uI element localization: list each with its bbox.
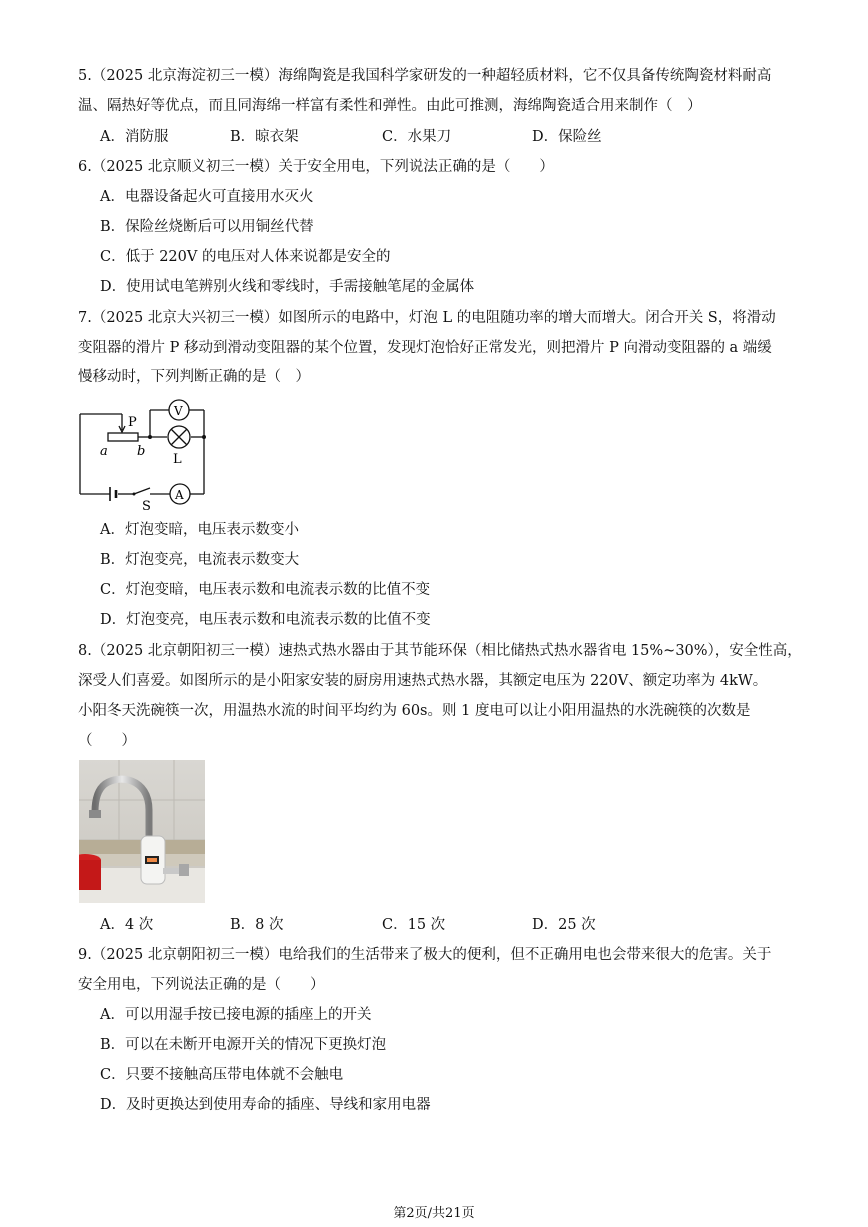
q5-options: [100, 127, 800, 147]
q9-option-b: B．可以在未断开电源开关的情况下更换灯泡: [100, 1037, 387, 1053]
q8-option-b: B．8 次: [230, 917, 284, 933]
q9-option-a: A．可以用湿手按已接电源的插座上的开关: [100, 1007, 372, 1023]
label-b: b: [137, 444, 146, 459]
q7-option-b: B．灯泡变亮，电流表示数变大: [100, 552, 300, 568]
q8-stem-line4: （ ）: [78, 733, 136, 749]
page-number-footer: 第2页/共21页: [393, 1206, 475, 1221]
label-l: L: [173, 452, 182, 467]
q8-stem-line1: 8.（2025 北京朝阳初三一模）速热式热水器由于其节能环保（相比储热式热水器省电 15%~30%），安全性高，: [78, 643, 802, 659]
q7-stem-line3: 慢移动时，下列判断正确的是（ ）: [78, 369, 310, 385]
q9-stem-line1: 9.（2025 北京朝阳初三一模）电给我们的生活带来了极大的便利，但不正确用电也会带来很大的危害。关于: [78, 947, 772, 963]
q5-option-d: D．保险丝: [532, 129, 602, 145]
q8-stem-line2: 深受人们喜爱。如图所示的是小阳家安装的厨房用速热式热水器，其额定电压为 220V、额定功率为 4kW。: [78, 673, 768, 689]
rheostat: [108, 433, 138, 441]
label-v: V: [174, 404, 183, 418]
q8-option-c: C．15 次: [382, 917, 446, 933]
q5-stem-line1: 5.（2025 北京海淀初三一模）海绵陶瓷是我国科学家研发的一种超轻质材料，它不仅具备传统陶瓷材料耐高: [78, 68, 772, 84]
q8-options: [100, 915, 800, 935]
circuit-diagram: [72, 396, 218, 514]
water-heater-photo: [79, 760, 205, 903]
q5-option-b: B．晾衣架: [230, 129, 299, 145]
q7-option-c: C．灯泡变暗，电压表示数和电流表示数的比值不变: [100, 582, 431, 598]
label-p: P: [128, 415, 137, 430]
q8-option-a: A．4 次: [100, 917, 154, 933]
q7-option-a: A．灯泡变暗，电压表示数变小: [100, 522, 299, 538]
q9-option-c: C．只要不接触高压带电体就不会触电: [100, 1067, 344, 1083]
label-s: S: [142, 499, 151, 514]
q7-stem-line2: 变阻器的滑片 P 移动到滑动变阻器的某个位置，发现灯泡恰好正常发光，则把滑片 P 向滑动变阻器的 a 端缓: [78, 340, 772, 356]
q6-option-d: D．使用试电笔辨别火线和零线时，手需接触笔尾的金属体: [100, 279, 475, 295]
q7-stem-line1: 7.（2025 北京大兴初三一模）如图所示的电路中，灯泡 L 的电阻随功率的增大而增大。闭合开关 S，将滑动: [78, 310, 776, 326]
q6-option-a: A．电器设备起火可直接用水灭火: [100, 189, 314, 205]
q6-option-c: C．低于 220V 的电压对人体来说都是安全的: [100, 249, 391, 265]
q5-stem-line2: 温、隔热好等优点，而且同海绵一样富有柔性和弹性。由此可推测，海绵陶瓷适合用来制作（ ）: [78, 98, 702, 114]
q5-option-c: C．水果刀: [382, 129, 452, 145]
q9-option-d: D．及时更换达到使用寿命的插座、导线和家用电器: [100, 1097, 431, 1113]
q6-option-b: B．保险丝烧断后可以用铜丝代替: [100, 219, 314, 235]
q5-option-a: A．消防服: [100, 129, 169, 145]
q7-option-d: D．灯泡变亮，电压表示数和电流表示数的比值不变: [100, 612, 431, 628]
q6-stem: 6.（2025 北京顺义初三一模）关于安全用电，下列说法正确的是（ ）: [78, 159, 554, 175]
q8-stem-line3: 小阳冬天洗碗筷一次，用温热水流的时间平均约为 60s。则 1 度电可以让小阳用温热的水洗碗筷的次数是: [78, 703, 751, 719]
label-a: a: [100, 444, 108, 459]
q8-option-d: D．25 次: [532, 917, 596, 933]
label-ammeter: A: [175, 488, 184, 502]
q9-stem-line2: 安全用电，下列说法正确的是（ ）: [78, 977, 325, 993]
